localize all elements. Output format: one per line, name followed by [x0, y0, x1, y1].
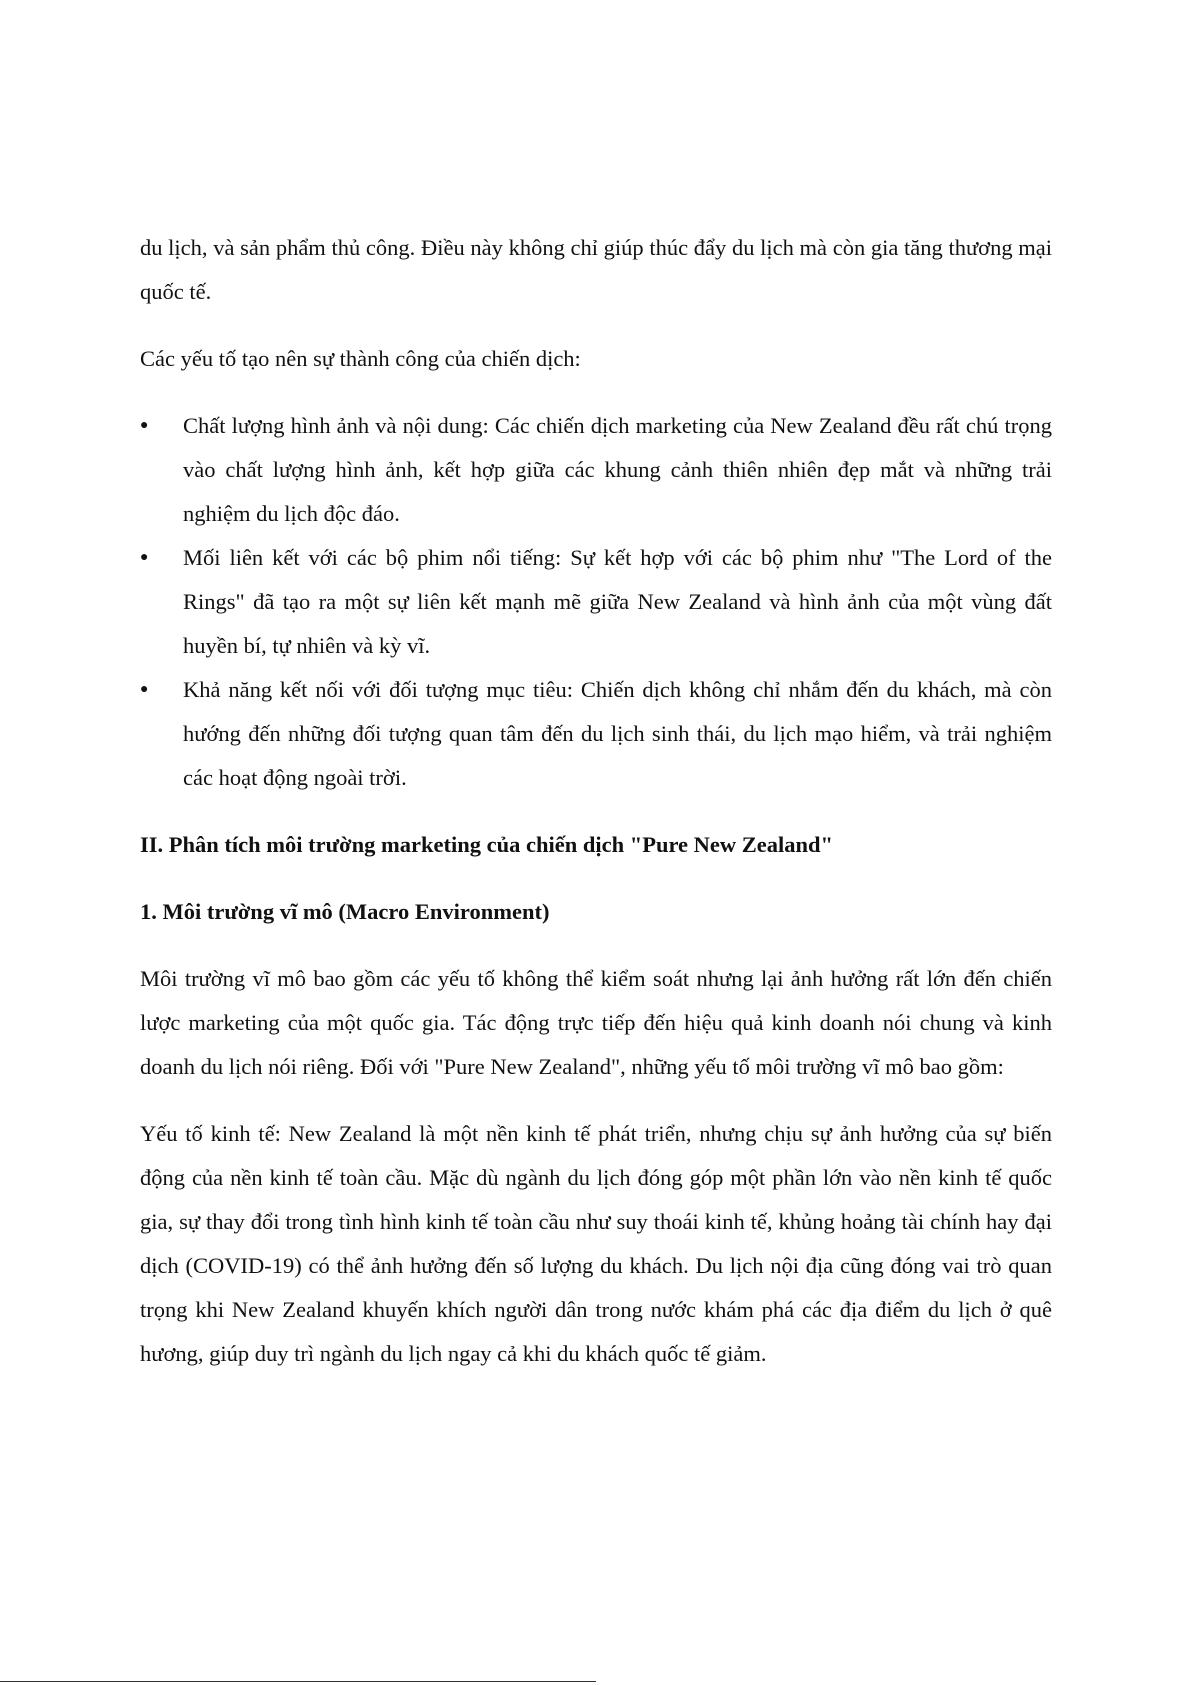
list-item: [140, 536, 1052, 668]
subsection-heading: 1. Môi trường vĩ mô (Macro Environment): [140, 899, 550, 924]
success-factors-list: [140, 404, 1052, 800]
spacer: [140, 1089, 1052, 1112]
macro-intro-paragraph: Môi trường vĩ mô bao gồm các yếu tố không thể kiểm soát nhưng lại ảnh hưởng rất lớn đến chiến lược marketing của một quốc gia. Tác động trực tiếp đến hiệu quả kinh doanh nói chung và kinh doanh du lịch nói riêng. Đối với "Pure New Zealand", những yếu tố môi trường vĩ mô bao gồm:: [140, 966, 1052, 1079]
section-heading: II. Phân tích môi trường marketing của chiến dịch "Pure New Zealand": [140, 832, 834, 857]
list-item: [140, 668, 1052, 800]
list-item: [140, 404, 1052, 536]
document-page: [140, 226, 1052, 1376]
list-item-text: Chất lượng hình ảnh và nội dung: Các chiến dịch marketing của New Zealand đều rất chú trọng vào chất lượng hình ảnh, kết hợp giữa các khung cảnh thiên nhiên đẹp mắt và những trải nghiệm du lịch độc đáo.: [183, 413, 1052, 526]
list-item-text: Khả năng kết nối với đối tượng mục tiêu: Chiến dịch không chỉ nhắm đến du khách, mà còn hướng đến những đối tượng quan tâm đến du lịch sinh thái, du lịch mạo hiểm, và trải nghiệm các hoạt động ngoài trời.: [183, 677, 1052, 790]
list-item-text: Mối liên kết với các bộ phim nổi tiếng: Sự kết hợp với các bộ phim như "The Lord of the Rings" đã tạo ra một sự liên kết mạnh mẽ giữa New Zealand và hình ảnh của một vùng đất huyền bí, tự nhiên và kỳ vĩ.: [183, 545, 1052, 658]
bullet-icon: ●: [140, 550, 149, 565]
intro-paragraph: du lịch, và sản phẩm thủ công. Điều này không chỉ giúp thúc đẩy du lịch mà còn gia tăng thương mại quốc tế.: [140, 235, 1052, 304]
spacer: [140, 867, 1052, 890]
spacer: [140, 314, 1052, 337]
spacer: [140, 381, 1052, 404]
factors-lead-paragraph: Các yếu tố tạo nên sự thành công của chiến dịch:: [140, 346, 581, 371]
bullet-icon: ●: [140, 682, 149, 697]
bullet-icon: ●: [140, 418, 149, 433]
footnote-separator: [0, 1681, 596, 1682]
spacer: [140, 934, 1052, 957]
spacer: [140, 800, 1052, 823]
economic-factor-paragraph: Yếu tố kinh tế: New Zealand là một nền kinh tế phát triển, nhưng chịu sự ảnh hưởng của sự biến động của nền kinh tế toàn cầu. Mặc dù ngành du lịch đóng góp một phần lớn vào nền kinh tế quốc gia, sự thay đổi trong tình hình kinh tế toàn cầu như suy thoái kinh tế, khủng hoảng tài chính hay đại dịch (COVID-19) có thể ảnh hưởng đến số lượng du khách. Du lịch nội địa cũng đóng vai trò quan trọng khi New Zealand khuyến khích người dân trong nước khám phá các địa điểm du lịch ở quê hương, giúp duy trì ngành du lịch ngay cả khi du khách quốc tế giảm.: [140, 1121, 1052, 1366]
